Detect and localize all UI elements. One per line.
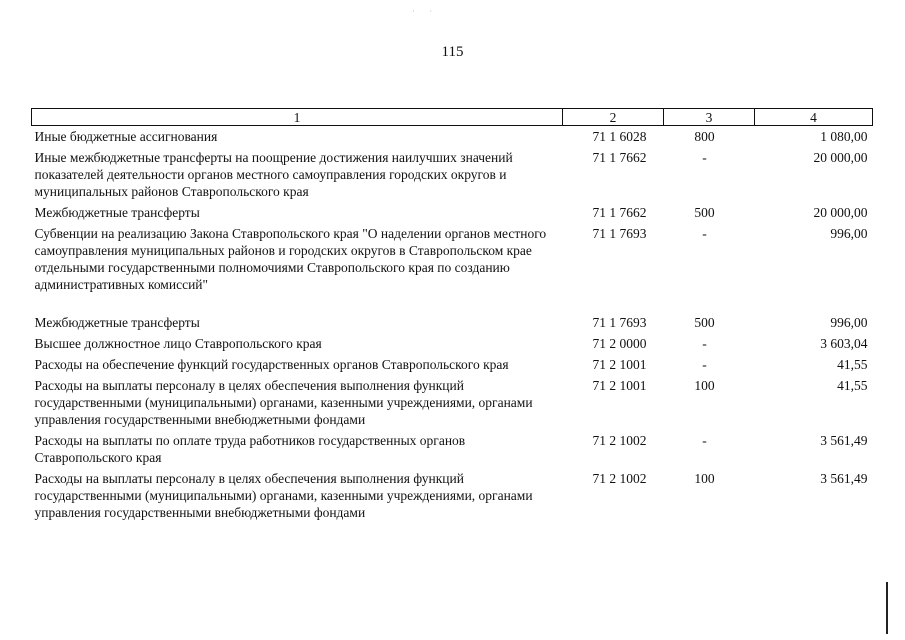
row-code: 71 1 7693 (592, 226, 647, 241)
row-amount: 3 603,04 (820, 336, 868, 351)
row-code: 71 2 1002 (592, 471, 647, 486)
scan-edge-mark (886, 582, 888, 634)
column-header-1: 1 (32, 109, 563, 126)
row-type: - (702, 336, 707, 351)
row-code: 71 2 1002 (592, 433, 647, 448)
row-amount: 996,00 (830, 226, 868, 241)
row-amount: 41,55 (837, 378, 868, 393)
table-row (32, 147, 873, 202)
row-code: 71 2 1001 (592, 357, 647, 372)
row-amount: 3 561,49 (820, 471, 868, 486)
column-header-2: 2 (563, 109, 664, 126)
row-type: 800 (694, 129, 715, 144)
budget-table (31, 108, 873, 523)
column-header-4: 4 (755, 109, 873, 126)
table-row (32, 202, 873, 223)
table-row (32, 354, 873, 375)
row-type: 500 (694, 315, 715, 330)
table-row (32, 333, 873, 354)
row-type: 100 (694, 471, 715, 486)
row-amount: 20 000,00 (813, 205, 868, 220)
row-name: Иные бюджетные ассигнования (34, 129, 218, 144)
row-type: 100 (694, 378, 715, 393)
column-header-3: 3 (664, 109, 755, 126)
row-code: 71 2 0000 (592, 336, 647, 351)
row-amount: 996,00 (830, 315, 868, 330)
row-code: 71 1 7662 (592, 150, 647, 165)
row-amount: 1 080,00 (820, 129, 868, 144)
row-code: 71 1 7693 (592, 315, 647, 330)
table-row (32, 430, 873, 468)
table-row (32, 312, 873, 333)
table-spacer-row (32, 295, 873, 312)
page-number: 115 (441, 44, 464, 60)
table-header-row (32, 109, 873, 126)
row-name: Расходы на обеспечение функций государственных органов Ставропольского края (34, 357, 509, 372)
table-row (32, 223, 873, 295)
row-name: Иные межбюджетные трансферты на поощрение достижения наилучших значений показателей деятельности органов местного самоуправления городских округов и муниципальных районов Ставропольского края (34, 150, 513, 199)
row-name: Расходы на выплаты персоналу в целях обеспечения выполнения функций государственными (муниципальными) органами, казенными учреждениями, органами управления государственными внебюджетными фондами (34, 471, 533, 520)
row-name: Расходы на выплаты персоналу в целях обеспечения выполнения функций государственными (муниципальными) органами, казенными учреждениями, органами управления государственными внебюджетными фондами (34, 378, 533, 427)
table-row (32, 375, 873, 430)
table-row (32, 468, 873, 523)
row-type: - (702, 433, 707, 448)
row-code: 71 1 7662 (592, 205, 647, 220)
row-name: Межбюджетные трансферты (34, 315, 200, 330)
row-name: Межбюджетные трансферты (34, 205, 200, 220)
row-name: Субвенции на реализацию Закона Ставропольского края "О наделении органов местного самоуправления муниципальных районов и городских округов в Ставропольском крае отдельными государственными полномочиями Ставропольского края по созданию административных комиссий" (34, 226, 547, 292)
row-code: 71 2 1001 (592, 378, 647, 393)
row-amount: 20 000,00 (813, 150, 868, 165)
row-name: Высшее должностное лицо Ставропольского края (34, 336, 322, 351)
row-type: - (702, 357, 707, 372)
table-row (32, 126, 873, 148)
scan-artifact-dots: · · (412, 6, 439, 16)
row-type: - (702, 226, 707, 241)
row-code: 71 1 6028 (592, 129, 647, 144)
row-amount: 3 561,49 (820, 433, 868, 448)
row-name: Расходы на выплаты по оплате труда работников государственных органов Ставропольского края (34, 433, 466, 465)
row-amount: 41,55 (837, 357, 868, 372)
row-type: 500 (694, 205, 715, 220)
row-type: - (702, 150, 707, 165)
